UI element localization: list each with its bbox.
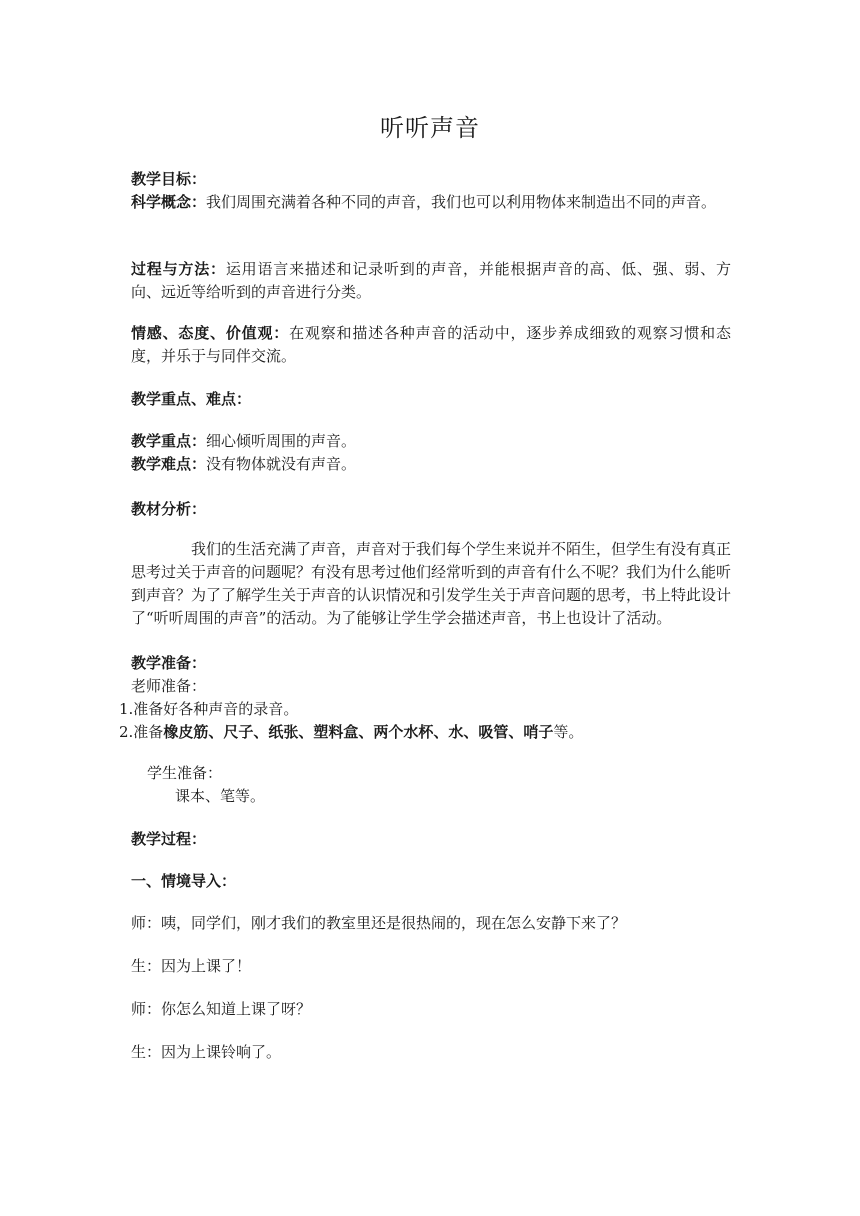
values-paragraph [131,322,731,368]
difficulty-point [131,453,731,476]
page-title: 听听声音 [380,114,480,142]
process-label: 过程与方法： [131,260,226,278]
analysis-paragraph [131,538,731,630]
objectives-heading: 教学目标： [131,170,207,188]
dialogue-line: 师：你怎么知道上课了呀？ [131,1000,312,1018]
student-prep-label: 学生准备： [147,764,223,782]
prep-heading: 教学准备： [131,654,207,672]
difficulty-text: 没有物体就没有声音。 [206,455,357,473]
analysis-heading: 教材分析： [131,500,207,518]
analysis-text: 我们的生活充满了声音，声音对于我们每个学生来说并不陌生，但学生有没有真正思考过关于声音的问题呢？有没有思考过他们经常听到的声音有什么不呢？我们为什么能听到声音？为了了解学生关于声音的认识情况和引发学生关于声音问题的思考，书上特此设计了“听听周围的声音”的活动。为了能够让学生学会描述声音，书上也设计了活动。 [131,540,732,627]
values-text: 在观察和描述各种声音的活动中，逐步养成细致的观察习惯和态度，并乐于与同伴交流。 [131,324,731,365]
student-prep-section [131,762,731,808]
student-prep-items: 课本、笔等。 [175,787,266,805]
concept-paragraph [131,191,731,214]
process-text: 运用语言来描述和记录听到的声音，并能根据声音的高、低、强、弱、方向、远近等给听到的声音进行分类。 [131,260,731,301]
process-paragraph [131,258,731,304]
concept-label: 科学概念： [131,193,207,211]
keypoints-section [131,430,731,476]
prep-item-2-prefix: 2.准备 [119,723,164,741]
difficulty-label: 教学难点： [131,455,207,473]
teacher-prep-label: 老师准备： [131,677,207,695]
prep-item-2 [119,721,731,744]
concept-text: 我们周围充满着各种不同的声音，我们也可以利用物体来制造出不同的声音。 [206,193,717,211]
key-label: 教学重点： [131,432,207,450]
objectives-section [131,168,731,214]
dialogue-line: 生：因为上课了！ [131,957,252,975]
key-point [131,430,731,453]
teaching-process-heading: 教学过程： [131,830,207,848]
key-text: 细心倾听周围的声音。 [206,432,357,450]
prep-item-2-materials: 橡皮筋、尺子、纸张、塑料盒、两个水杯、水、吸管、哨子 [163,723,554,741]
dialogue-line: 生：因为上课铃响了。 [131,1043,282,1061]
values-label: 情感、态度、价值观： [131,324,290,342]
keypoints-heading: 教学重点、难点： [131,390,252,408]
dialogue-line: 师：咦，同学们，刚才我们的教室里还是很热闹的，现在怎么安静下来了？ [131,914,627,932]
preparation-section [119,652,731,744]
section1-heading: 一、情境导入： [131,872,237,890]
prep-item-2-suffix: 等。 [553,723,584,741]
prep-item-1: 1.准备好各种声音的录音。 [119,700,299,718]
